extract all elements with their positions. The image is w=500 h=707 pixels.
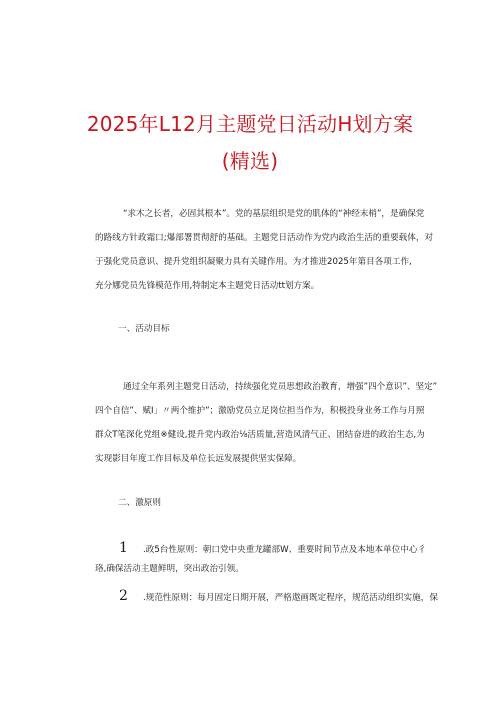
principle-item-1-text: .政5台性原则：朝口党中央重龙罐部W、重要时间节点及本地本单位中心彳 xyxy=(143,545,427,555)
intro-line-4: 充分娜党员先锋模范作用,特制定本主题党日活动tt划方案。 xyxy=(95,281,320,291)
section-heading-principles: 二、激原则 xyxy=(118,498,161,508)
principle-item-2-number: 2 xyxy=(119,588,128,604)
goals-line-3: 群众T笔深化党组※健设,提升党内政治⅛活质量,营造风清气正、团结奋进的政治生态,为 xyxy=(95,430,425,440)
principle-item-2 xyxy=(95,588,440,604)
intro-line-3: 于强化党员意识、提升党组织凝聚力具有关键作用。为才推进2025年第目各项工作, xyxy=(95,257,412,267)
intro-line-2: 的路线方针政霜口;爆部署贯彻舒的基础。主题党日活动作为党内政治生活的重要载体，对 xyxy=(95,233,434,243)
principle-item-1 xyxy=(95,540,440,574)
principle-item-1-row xyxy=(95,540,440,556)
principle-item-1-number: 1 xyxy=(119,540,128,556)
intro-line-1: “求木之长者，必固其根本”。党的基层组织是党的肌体的“神经末梢”，是确保党 xyxy=(123,209,425,219)
goals-line-1: 通过全年系列主题党日活动，持续强化党员思想政治教育，增强”四个意识”、坚定” xyxy=(123,382,438,392)
section-heading-goals: 一、活动目标 xyxy=(118,324,170,334)
goals-line-2: 四个自信”、赋I」〃两个维护”；激励党员立足岗位担当作为，积极投身业务工作与月照 xyxy=(95,406,425,416)
document-subtitle: (精选) xyxy=(221,149,279,173)
principle-item-1-continuation: 珞,确保活动主题鲜明，突出政治引领。 xyxy=(95,564,244,574)
goals-line-4: 实现影目年度工作目标及单位长远发展提供坚实保障。 xyxy=(95,454,302,464)
document-title: 2025年L12月主题党日活动H划方案 xyxy=(86,112,414,136)
principle-item-2-text: .规范性原则：每月固定日期开展，严格遨画既定程序，规范活动组织实施，保 xyxy=(143,593,438,603)
principle-item-2-row xyxy=(95,588,440,604)
